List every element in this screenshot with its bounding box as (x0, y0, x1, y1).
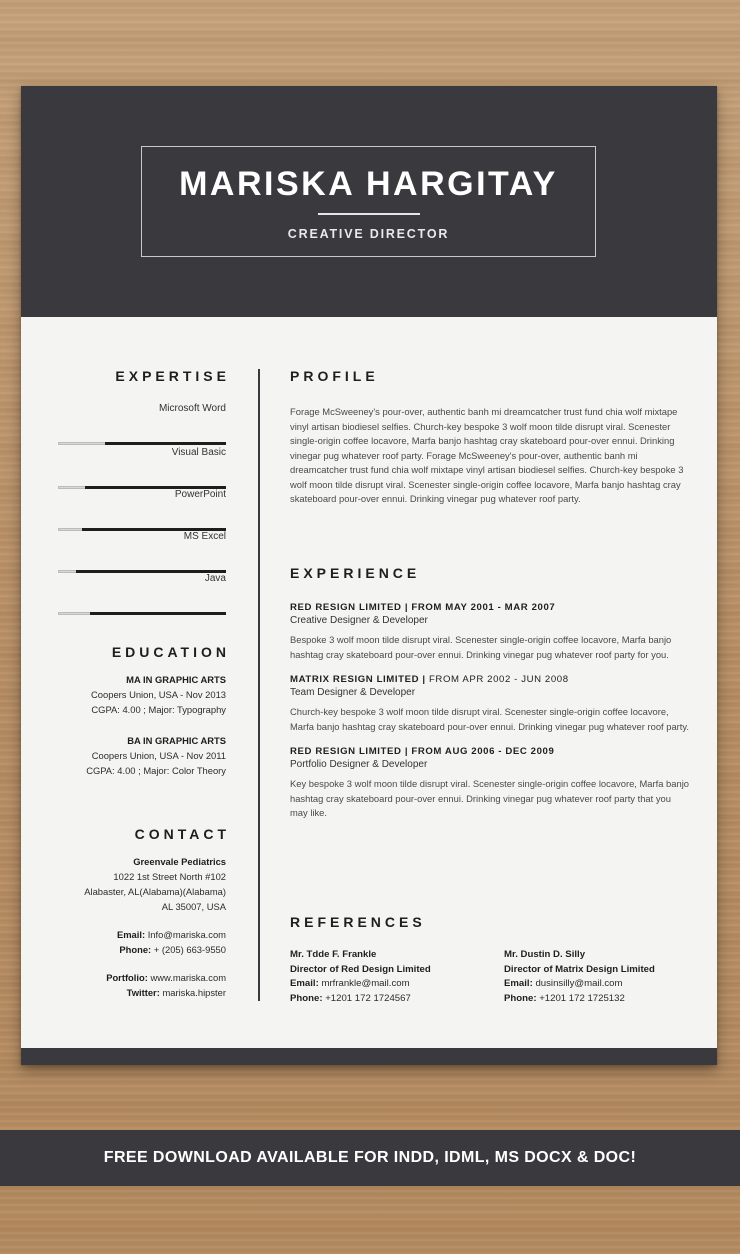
contact-portfolio[interactable]: www.mariska.com (150, 972, 226, 983)
name-frame (141, 146, 596, 257)
phone-label: Phone: (119, 944, 152, 955)
contact-address-line: Alabaster, AL(Alabama)(Alabama) (84, 886, 226, 897)
download-banner[interactable] (0, 1130, 740, 1186)
skill-level-bar (105, 442, 226, 445)
contact-phone: + (205) 663-9550 (153, 944, 226, 955)
reference-phone: +1201 172 1724567 (325, 992, 411, 1004)
job-item (290, 674, 690, 734)
reference-phone-label: Phone: (504, 992, 537, 1004)
job-company: RED RESIGN LIMITED (290, 602, 402, 613)
reference-email[interactable]: mrfrankle@mail.com (321, 978, 410, 989)
profile-heading: PROFILE (290, 368, 379, 384)
job-role: Portfolio Designer & Developer (290, 759, 428, 770)
job-description: Key bespoke 3 wolf moon tilde disrupt viral. Scenester single-origin coffee locavore, Marfa banjo hashtag cray skateboard pour-over ennui. Drinking vinegar pug whatever roof party that you may like. (290, 778, 689, 818)
contact-section (21, 826, 230, 1000)
contact-org: Greenvale Pediatrics (133, 856, 226, 867)
education-degree: BA IN GRAPHIC ARTS (127, 735, 226, 746)
name-underline (318, 213, 420, 215)
reference-email-label: Email: (504, 978, 533, 989)
education-detail: CGPA: 4.00 ; Major: Color Theory (86, 765, 226, 776)
experience-section (290, 565, 690, 821)
profile-section (290, 368, 690, 507)
job-dates: | FROM MAY 2001 - MAR 2007 (404, 602, 556, 613)
footer-band (21, 1048, 717, 1065)
profile-text: Forage McSweeney's pour-over, authentic banh mi dreamcatcher trust fund chia wolf mixtape vinyl artisan biodiesel selfies. Church-key bespoke 3 wolf moon tilde disrupt viral. Scenester single-origin coffee locavore, Marfa banjo hashtag cray skateboard pour-over ennui. Drinking vinegar pug whatever roof party. Forage McSweeney's pour-over, authentic banh mi dreamcatcher trust fund chia wolf mixtape vinyl artisan biodiesel selfies. Church-key bespoke 3 wolf moon tilde disrupt viral. Scenester single-origin coffee locavore, Marfa banjo hashtag cray skateboard pour-over ennui. Drinking vinegar pug whatever roof party. (290, 406, 684, 504)
job-role: Team Designer & Developer (290, 687, 416, 698)
expertise-heading: EXPERTISE (115, 368, 230, 384)
reference-position: Director of Red Design Limited (290, 963, 431, 975)
job-description: Bespoke 3 wolf moon tilde disrupt viral. Scenester single-origin coffee locavore, Marfa banjo hashtag cray skateboard pour-over ennui. Drinking vinegar pug whatever roof party for you. (290, 634, 672, 660)
education-detail: CGPA: 4.00 ; Major: Typography (91, 704, 226, 715)
twitter-label: Twitter: (126, 987, 160, 998)
job-company: RED RESIGN LIMITED (290, 746, 402, 757)
skill-label: MS Excel (183, 531, 226, 542)
reference-name: Mr. Tdde F. Frankle (290, 949, 377, 960)
portfolio-label: Portfolio: (106, 972, 148, 983)
reference-email[interactable]: dusinsilly@mail.com (535, 978, 623, 989)
education-item (21, 672, 226, 717)
reference-phone: +1201 172 1725132 (539, 992, 625, 1004)
contact-twitter[interactable]: mariska.hipster (162, 987, 226, 998)
education-heading: EDUCATION (111, 644, 230, 660)
references-heading: REFERENCES (290, 914, 426, 930)
expertise-heading-wrap (21, 368, 230, 384)
job-item (290, 602, 690, 662)
reference-email-label: Email: (290, 978, 319, 989)
resume-name: MARISKA HARGITAY (179, 165, 558, 203)
skill-item (58, 573, 226, 615)
contact-address (21, 854, 226, 914)
references-section (290, 914, 690, 930)
job-item (290, 746, 690, 821)
job-dates: | FROM AUG 2006 - DEC 2009 (404, 746, 555, 757)
reference-phone-label: Phone: (290, 992, 323, 1004)
contact-address-line: AL 35007, USA (161, 901, 226, 912)
resume-title: CREATIVE DIRECTOR (287, 227, 450, 241)
education-school: Coopers Union, USA - Nov 2011 (91, 750, 226, 761)
experience-heading: EXPERIENCE (290, 565, 421, 581)
contact-web (21, 970, 226, 1000)
job-dates: FROM APR 2002 - JUN 2008 (428, 674, 569, 685)
skill-item (58, 489, 226, 531)
download-banner-text: FREE DOWNLOAD AVAILABLE FOR INDD, IDML, MS DOCX & DOC! (103, 1149, 637, 1166)
email-label: Email: (116, 929, 146, 940)
reference-name: Mr. Dustin D. Silly (504, 949, 586, 960)
skill-label: PowerPoint (174, 489, 226, 500)
skill-item (58, 531, 226, 573)
education-school: Coopers Union, USA - Nov 2013 (91, 689, 226, 700)
contact-address-line: 1022 1st Street North #102 (113, 871, 226, 882)
column-divider (258, 369, 260, 1001)
education-item (21, 733, 226, 778)
reference-item (504, 948, 704, 1006)
skill-label: Java (204, 573, 226, 584)
education-section (21, 644, 230, 778)
job-company: MATRIX RESIGN LIMITED | (290, 674, 426, 685)
skill-level-bar (90, 612, 226, 615)
contact-email[interactable]: Info@mariska.com (147, 929, 226, 940)
reference-position: Director of Matrix Design Limited (504, 963, 655, 975)
job-description: Church-key bespoke 3 wolf moon tilde disrupt viral. Scenester single-origin coffee locavore, Marfa banjo hashtag cray skateboard pour-over ennui. Drinking vinegar pug whatever roof party. (290, 706, 690, 732)
education-degree: MA IN GRAPHIC ARTS (126, 674, 226, 685)
contact-info (21, 927, 226, 957)
contact-heading: CONTACT (134, 826, 230, 842)
skill-label: Visual Basic (171, 447, 226, 458)
resume-page (21, 86, 717, 1065)
job-role: Creative Designer & Developer (290, 615, 428, 626)
header-band (21, 86, 717, 317)
skill-label: Microsoft Word (158, 403, 226, 414)
skill-item (58, 447, 226, 489)
reference-item (290, 948, 490, 1006)
skill-item (58, 403, 226, 445)
